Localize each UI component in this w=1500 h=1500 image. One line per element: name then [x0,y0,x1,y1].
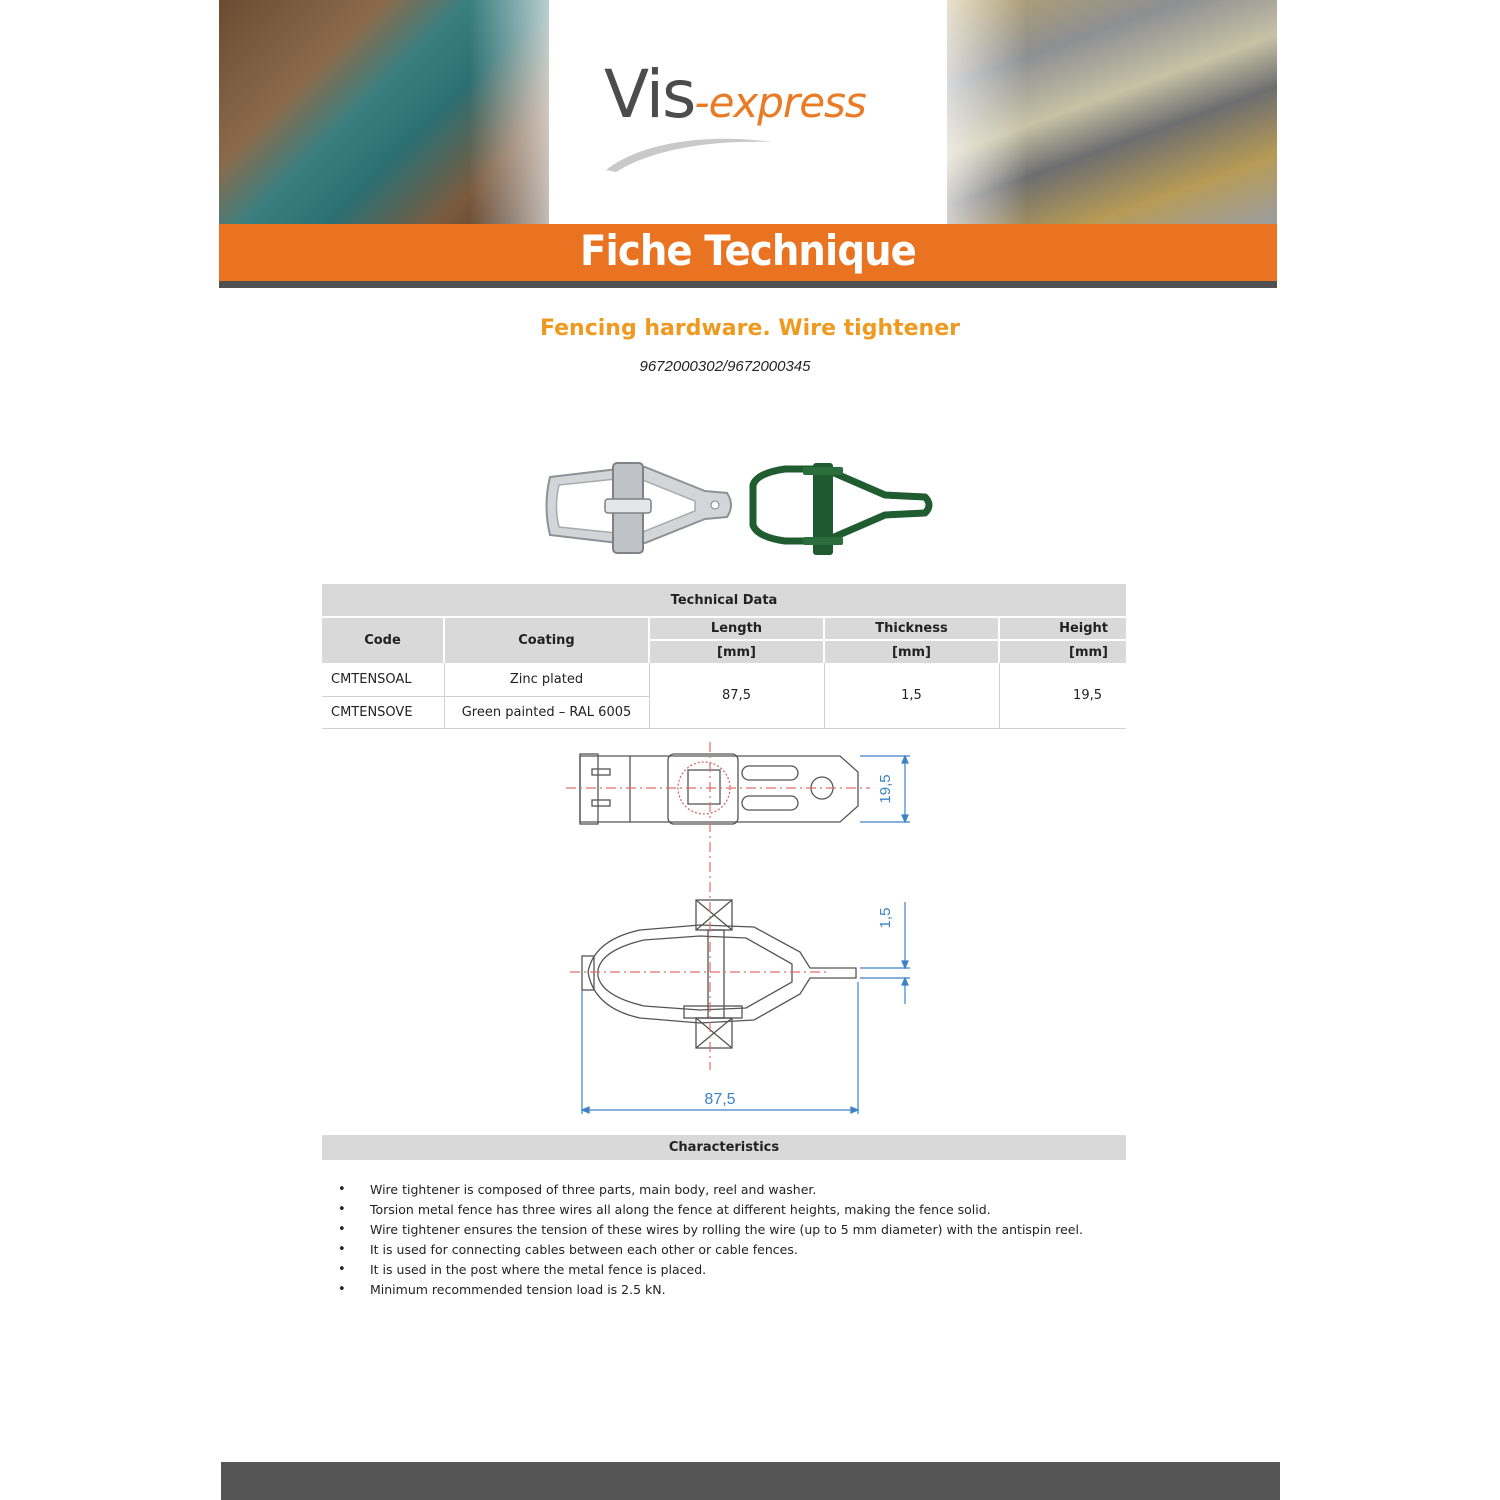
list-item-text: It is used for connecting cables between each other or cable fences. [370,1242,798,1257]
cell-thickness: 1,5 [824,663,999,728]
logo-swoosh-icon [604,130,774,175]
bullet-icon: • [338,1222,346,1237]
list-item-text: Wire tightener ensures the tension of these wires by rolling the wire (up to 5 mm diameter) with the antispin reel. [370,1222,1083,1237]
list-item [338,1200,1138,1220]
document-reference: 9672000302/9672000345 [639,358,811,375]
dim-length-label: 87,5 [704,1091,736,1108]
cell-height: 19,5 [999,663,1126,728]
header-height: Height [999,617,1126,640]
table-title: Technical Data [322,584,1126,617]
unit-thickness: [mm] [824,640,999,663]
unit-length: [mm] [649,640,824,663]
header-length: Length [649,617,824,640]
bullet-icon: • [338,1242,346,1257]
technical-drawing [560,742,930,1122]
side-view [582,900,856,1048]
cell-coating: Zinc plated [444,663,649,696]
product-photo [535,455,935,560]
list-item [338,1240,1138,1260]
header-thickness: Thickness [824,617,999,640]
banner-divider [219,281,1277,288]
list-item-text: Torsion metal fence has three wires all along the fence at different heights, making the fence solid. [370,1202,991,1217]
header-code: Code [322,617,444,663]
table-row [322,663,1126,696]
list-item-text: It is used in the post where the metal fence is placed. [370,1262,707,1277]
dim-thickness-label: 1,5 [877,907,894,929]
list-item-text: Wire tightener is composed of three parts, main body, reel and washer. [370,1182,817,1197]
cell-code: CMTENSOVE [322,696,444,728]
characteristics-list [338,1180,1138,1300]
vis-express-logo [604,56,866,133]
footer-bar [221,1462,1280,1500]
header-coating: Coating [444,617,649,663]
top-view [580,754,858,824]
bullet-icon: • [338,1262,346,1277]
zinc-tightener-icon [547,463,732,553]
cell-code: CMTENSOAL [322,663,444,696]
characteristics-heading: Characteristics [322,1135,1126,1160]
bullet-icon: • [338,1282,346,1297]
unit-height: [mm] [999,640,1126,663]
list-item [338,1220,1138,1240]
logo-sub-text: -express [694,78,866,127]
cell-length: 87,5 [649,663,824,728]
document-title: Fencing hardware. Wire tightener [539,316,960,341]
list-item [338,1280,1138,1300]
list-item [338,1260,1138,1280]
header-banner [219,0,1277,288]
list-item [338,1180,1138,1200]
center-lines [566,742,870,1070]
list-item-text: Minimum recommended tension load is 2.5 kN. [370,1282,666,1297]
bullet-icon: • [338,1182,346,1197]
cell-coating: Green painted – RAL 6005 [444,696,649,728]
banner-title: Fiche Technique [580,226,916,275]
dim-height-label: 19,5 [877,774,894,804]
logo-main-text: Vis [604,56,695,133]
bullet-icon: • [338,1202,346,1217]
green-tightener-icon [753,463,929,555]
technical-data-table [322,584,1126,729]
